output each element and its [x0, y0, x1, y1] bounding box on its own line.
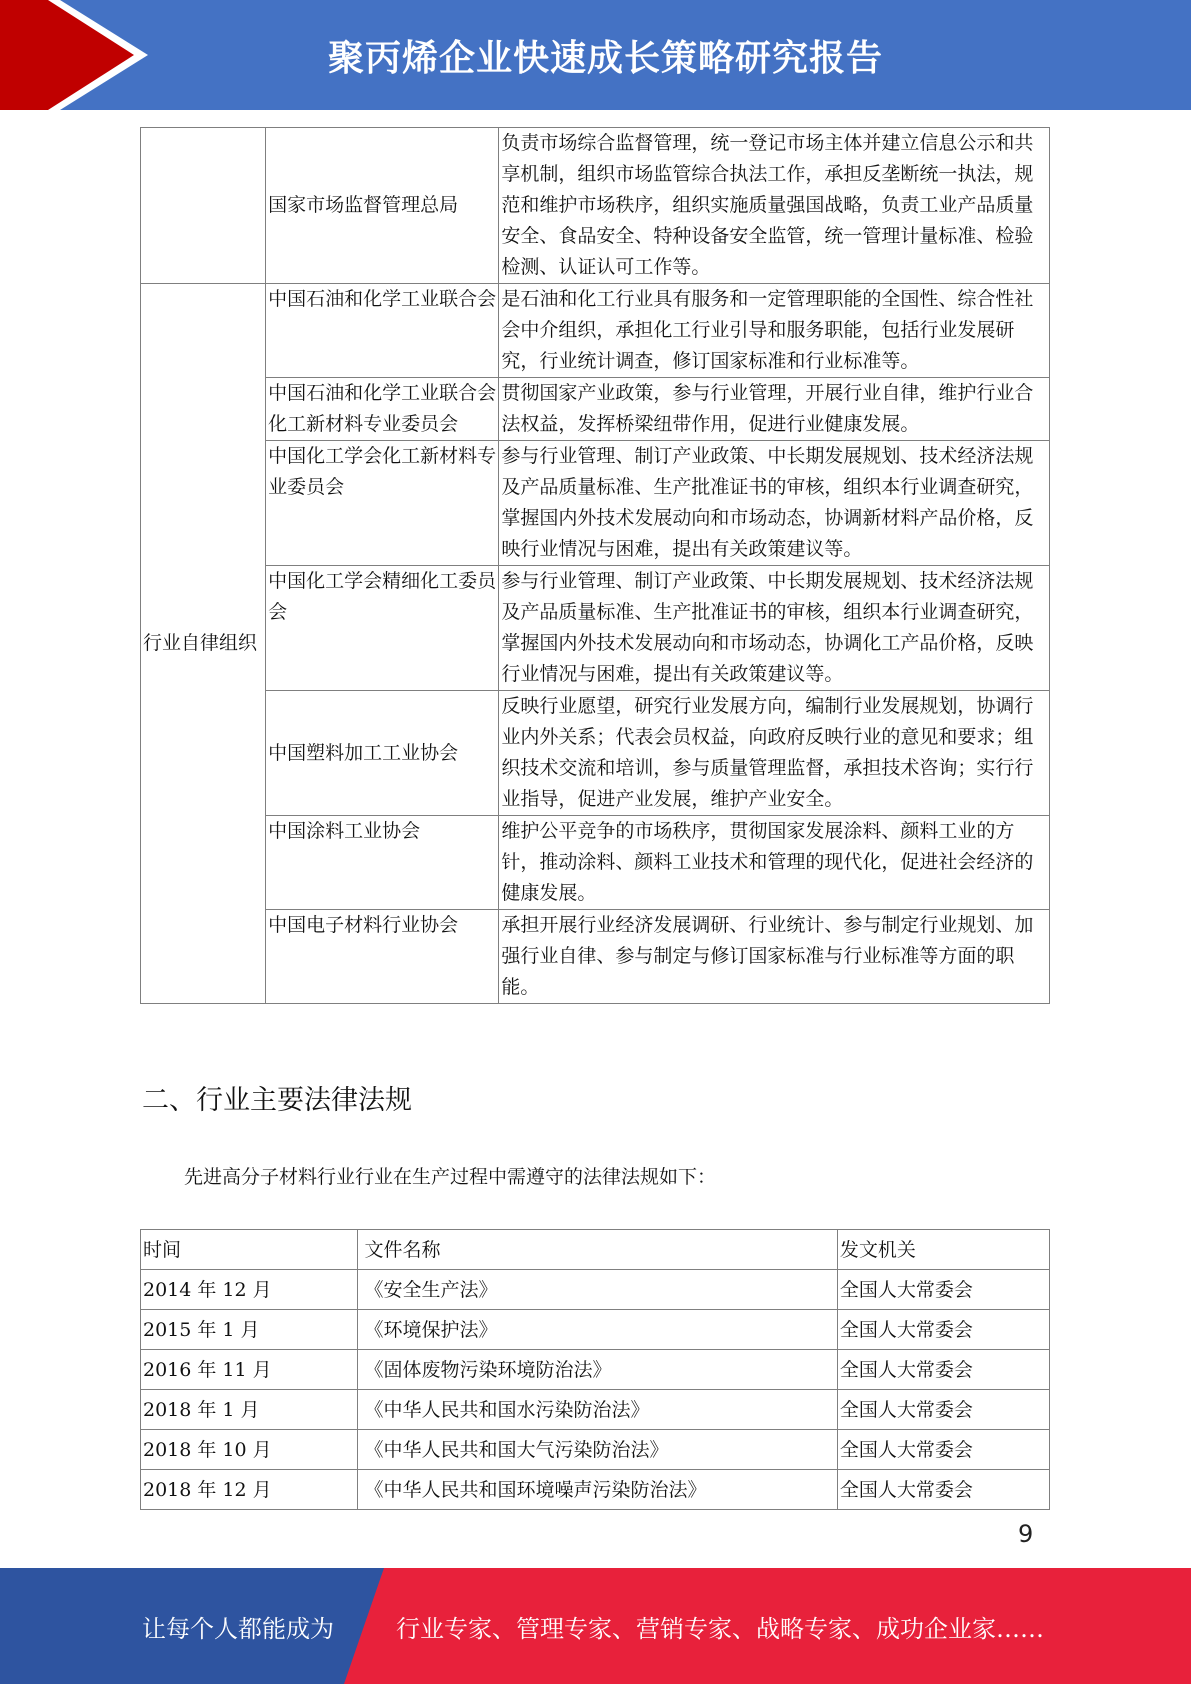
org-description: 参与行业管理、制订产业政策、中长期发展规划、技术经济法规及产品质量标准、生产批准证书的审核，组织本行业调查研究，掌握国内外技术发展动向和市场动态，协调化工产品价格，反映行业情况与困难，提出有关政策建议等。: [499, 566, 1050, 691]
law-issuer: 全国人大常委会: [837, 1390, 1049, 1430]
law-issuer: 全国人大常委会: [837, 1310, 1049, 1350]
column-header: 发文机关: [837, 1230, 1049, 1270]
org-description: 负责市场综合监督管理，统一登记市场主体并建立信息公示和共享机制，组织市场监管综合执法工作，承担反垄断统一执法，规范和维护市场秩序，组织实施质量强国战略，负责工业产品质量安全、食品安全、特种设备安全监管，统一管理计量标准、检验检测、认证认可工作等。: [499, 128, 1050, 284]
law-date: 2018 年 1 月: [141, 1390, 358, 1430]
footer-banner: [0, 1568, 1191, 1684]
table-row: [141, 1430, 1050, 1470]
org-name: 中国涂料工业协会: [266, 816, 499, 910]
law-date: 2015 年 1 月: [141, 1310, 358, 1350]
org-name: 国家市场监督管理总局: [266, 128, 499, 284]
column-header: 时间: [141, 1230, 358, 1270]
section-heading: 二、行业主要法律法规: [142, 1085, 412, 1116]
org-description: 贯彻国家产业政策，参与行业管理，开展行业自律，维护行业合法权益，发挥桥梁纽带作用，促进行业健康发展。: [499, 378, 1050, 441]
column-header: 文件名称: [358, 1230, 837, 1270]
law-title: 《中华人民共和国水污染防治法》: [358, 1390, 837, 1430]
org-description: 参与行业管理、制订产业政策、中长期发展规划、技术经济法规及产品质量标准、生产批准证书的审核，组织本行业调查研究，掌握国内外技术发展动向和市场动态，协调新材料产品价格，反映行业情况与困难，提出有关政策建议等。: [499, 441, 1050, 566]
org-description: 是石油和化工行业具有服务和一定管理职能的全国性、综合性社会中介组织，承担化工行业引导和服务职能，包括行业发展研究，行业统计调查，修订国家标准和行业标准等。: [499, 284, 1050, 378]
table-row: [141, 128, 1050, 284]
org-name: 中国石油和化学工业联合会化工新材料专业委员会: [266, 378, 499, 441]
page-number: 9: [1018, 1520, 1034, 1548]
table-row: [141, 1390, 1050, 1430]
category-cell: 行业自律组织: [141, 284, 266, 1004]
table-row: [141, 284, 1050, 378]
report-title: 聚丙烯企业快速成长策略研究报告: [327, 37, 883, 79]
table-row: [141, 566, 1050, 691]
table-row: [141, 691, 1050, 816]
law-date: 2016 年 11 月: [141, 1350, 358, 1390]
footer-slogan-right: 行业专家、管理专家、营销专家、战略专家、成功企业家……: [396, 1614, 1044, 1643]
org-description: 维护公平竞争的市场秩序，贯彻国家发展涂料、颜料工业的方针，推动涂料、颜料工业技术和管理的现代化，促进社会经济的健康发展。: [499, 816, 1050, 910]
table-row: [141, 910, 1050, 1004]
table-row: [141, 441, 1050, 566]
org-name: 中国化工学会化工新材料专业委员会: [266, 441, 499, 566]
organization-table: [140, 127, 1050, 1004]
law-title: 《中华人民共和国环境噪声污染防治法》: [358, 1470, 837, 1510]
org-name: 中国化工学会精细化工委员会: [266, 566, 499, 691]
org-name: 中国电子材料行业协会: [266, 910, 499, 1004]
table-row: [141, 1470, 1050, 1510]
law-date: 2018 年 12 月: [141, 1470, 358, 1510]
org-description: 反映行业愿望，研究行业发展方向，编制行业发展规划，协调行业内外关系；代表会员权益，向政府反映行业的意见和要求；组织技术交流和培训，参与质量管理监督，承担技术咨询；实行行业指导，促进产业发展，维护产业安全。: [499, 691, 1050, 816]
law-title: 《环境保护法》: [358, 1310, 837, 1350]
table-row: [141, 1310, 1050, 1350]
law-issuer: 全国人大常委会: [837, 1430, 1049, 1470]
law-date: 2018 年 10 月: [141, 1430, 358, 1470]
table-row: [141, 1270, 1050, 1310]
law-issuer: 全国人大常委会: [837, 1470, 1049, 1510]
law-title: 《固体废物污染环境防治法》: [358, 1350, 837, 1390]
table-row: [141, 816, 1050, 910]
table-header-row: [141, 1230, 1050, 1270]
table-row: [141, 378, 1050, 441]
org-description: 承担开展行业经济发展调研、行业统计、参与制定行业规划、加强行业自律、参与制定与修订国家标准与行业标准等方面的职能。: [499, 910, 1050, 1004]
category-cell-empty: [141, 128, 266, 284]
law-table: [140, 1229, 1050, 1510]
law-title: 《中华人民共和国大气污染防治法》: [358, 1430, 837, 1470]
footer-slogan-left: 让每个人都能成为: [142, 1614, 334, 1643]
org-name: 中国石油和化学工业联合会: [266, 284, 499, 378]
header-banner: [0, 0, 1191, 110]
law-date: 2014 年 12 月: [141, 1270, 358, 1310]
law-title: 《安全生产法》: [358, 1270, 837, 1310]
section-intro: 先进高分子材料行业行业在生产过程中需遵守的法律法规如下：: [184, 1166, 717, 1188]
law-issuer: 全国人大常委会: [837, 1270, 1049, 1310]
table-row: [141, 1350, 1050, 1390]
law-issuer: 全国人大常委会: [837, 1350, 1049, 1390]
org-name: 中国塑料加工工业协会: [266, 691, 499, 816]
